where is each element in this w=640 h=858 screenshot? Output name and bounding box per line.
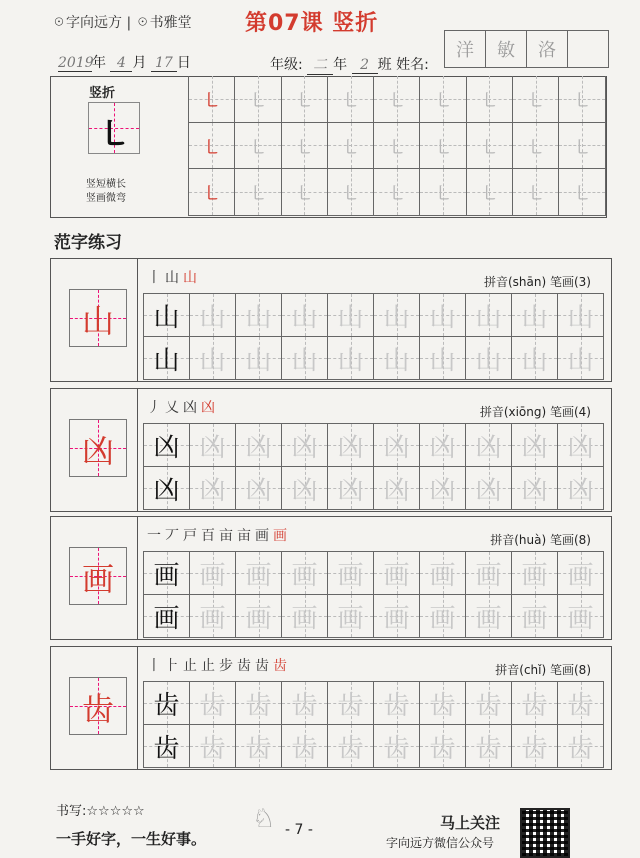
stroke-order-step: 百 [201, 528, 219, 544]
character-block [50, 388, 612, 512]
practice-cell [558, 424, 604, 467]
practice-glyph: 齿 [521, 733, 548, 764]
practice-glyph: 画 [429, 603, 456, 634]
practice-cell [512, 294, 558, 337]
class-name-label: 班 姓名: [377, 57, 429, 73]
practice-glyph: 凶 [337, 432, 364, 463]
stroke-practice-cell [467, 169, 513, 216]
practice-cell [374, 424, 420, 467]
practice-cell [420, 424, 466, 467]
character-practice-grid [143, 681, 604, 768]
stroke-practice-glyph: ㇄ [201, 88, 222, 113]
practice-cell [282, 682, 328, 725]
stroke-order-step: 凶 [201, 400, 219, 416]
practice-cell [466, 682, 512, 725]
practice-glyph: 画 [567, 603, 594, 634]
date-line [58, 52, 191, 72]
practice-glyph: 画 [521, 603, 548, 634]
stroke-tips [62, 178, 150, 206]
stroke-practice-cell [189, 76, 235, 123]
model-character-box [69, 547, 127, 605]
practice-glyph: 凶 [199, 432, 226, 463]
practice-glyph: 山 [337, 345, 364, 376]
stroke-practice-glyph: ㇄ [340, 134, 361, 159]
stroke-practice-cell [420, 76, 466, 123]
stroke-order-step: 画 [255, 528, 273, 544]
practice-cell [190, 467, 236, 510]
practice-cell [282, 294, 328, 337]
model-character: 凶 [81, 432, 114, 470]
stroke-practice-glyph: ㇄ [340, 181, 361, 206]
practice-cell [144, 595, 190, 638]
practice-glyph: 山 [567, 302, 594, 333]
practice-cell [328, 337, 374, 380]
practice-cell [190, 424, 236, 467]
practice-glyph: 画 [383, 603, 410, 634]
practice-cell [512, 595, 558, 638]
date-month: 4 [110, 55, 132, 72]
practice-cell [236, 552, 282, 595]
stroke-order-step: 丆 [165, 528, 183, 544]
practice-glyph: 齿 [153, 733, 180, 764]
name-boxes [445, 30, 609, 68]
practice-cell [558, 467, 604, 510]
stroke-practice-glyph: ㇄ [525, 134, 546, 159]
stroke-order-step: 一 [147, 528, 165, 544]
stroke-order-step: 凶 [183, 400, 201, 416]
grade-value: 二 [307, 54, 333, 75]
grade-label: 年级: [270, 57, 303, 73]
practice-glyph: 画 [291, 603, 318, 634]
practice-glyph: 画 [521, 560, 548, 591]
practice-cell [282, 467, 328, 510]
practice-cell [558, 294, 604, 337]
practice-glyph: 凶 [429, 475, 456, 506]
practice-cell [420, 552, 466, 595]
stroke-practice-grid [188, 76, 606, 216]
character-block [50, 646, 612, 770]
grade-unit: 年 [333, 57, 348, 73]
practice-glyph: 画 [199, 560, 226, 591]
practice-cell [466, 424, 512, 467]
practice-cell [236, 337, 282, 380]
stroke-order-step: 止 [201, 658, 219, 674]
stroke-practice-cell [513, 76, 559, 123]
stroke-practice-glyph: ㇄ [572, 88, 593, 113]
practice-glyph: 齿 [291, 733, 318, 764]
practice-cell [190, 682, 236, 725]
practice-glyph: 齿 [383, 690, 410, 721]
practice-cell [466, 337, 512, 380]
stroke-order [147, 655, 291, 675]
stroke-practice-glyph: ㇄ [340, 88, 361, 113]
stroke-practice-glyph: ㇄ [247, 181, 268, 206]
stroke-practice-glyph: ㇄ [247, 134, 268, 159]
stroke-order-step: 止 [183, 658, 201, 674]
practice-cell [282, 552, 328, 595]
practice-cell [236, 595, 282, 638]
practice-glyph: 山 [153, 302, 180, 333]
name-char-3: 洛 [526, 30, 568, 68]
class-value: 2 [352, 57, 378, 74]
practice-glyph: 齿 [429, 733, 456, 764]
stroke-practice-cell [282, 76, 328, 123]
practice-glyph: 画 [475, 560, 502, 591]
practice-glyph: 山 [337, 302, 364, 333]
stroke-model-box [88, 102, 140, 154]
pinyin-stroke-count: 拼音(xiōng) 笔画(4) [479, 405, 591, 419]
practice-cell [558, 552, 604, 595]
name-char-1: 洋 [444, 30, 486, 68]
stroke-order-step: 丨 [147, 658, 165, 674]
practice-cell [420, 725, 466, 768]
stroke-order [147, 525, 291, 545]
practice-glyph: 画 [383, 560, 410, 591]
practice-cell [190, 725, 236, 768]
stroke-order-step: 齿 [273, 658, 291, 674]
practice-glyph: 山 [521, 345, 548, 376]
practice-cell [190, 595, 236, 638]
practice-glyph: 齿 [383, 733, 410, 764]
practice-cell [282, 424, 328, 467]
practice-cell [328, 595, 374, 638]
name-char-2: 敏 [485, 30, 527, 68]
lesson-title: 第07课 竖折 [245, 11, 379, 36]
practice-cell [282, 725, 328, 768]
practice-cell [512, 424, 558, 467]
practice-cell [190, 294, 236, 337]
practice-glyph: 山 [429, 302, 456, 333]
motto: 一手好字，一生好事。 [56, 830, 207, 848]
stroke-practice-cell [559, 169, 605, 216]
stroke-practice-glyph: ㇄ [294, 134, 315, 159]
stroke-order-step: 山 [183, 270, 201, 286]
stroke-practice-cell [235, 76, 281, 123]
practice-cell [420, 467, 466, 510]
practice-glyph: 画 [429, 560, 456, 591]
practice-glyph: 齿 [199, 690, 226, 721]
stroke-practice-glyph: ㇄ [525, 88, 546, 113]
stroke-order [147, 397, 219, 417]
practice-glyph: 画 [199, 603, 226, 634]
practice-cell [558, 725, 604, 768]
model-character: 画 [81, 560, 114, 598]
practice-glyph: 山 [199, 345, 226, 376]
stroke-practice-cell [189, 169, 235, 216]
character-practice-grid [143, 551, 604, 638]
practice-glyph: 山 [291, 302, 318, 333]
practice-cell [282, 337, 328, 380]
practice-cell [420, 294, 466, 337]
pinyin-stroke-count: 拼音(huà) 笔画(8) [490, 533, 591, 547]
practice-glyph: 齿 [245, 733, 272, 764]
practice-cell [374, 467, 420, 510]
practice-cell [236, 294, 282, 337]
practice-cell [190, 552, 236, 595]
stroke-practice-cell [282, 169, 328, 216]
character-practice-grid [143, 293, 604, 380]
practice-glyph: 画 [567, 560, 594, 591]
practice-glyph: 齿 [199, 733, 226, 764]
practice-glyph: 山 [475, 345, 502, 376]
practice-cell [512, 337, 558, 380]
year-label: 年 [92, 55, 106, 71]
stroke-practice-cell [235, 123, 281, 170]
date-year: 2019 [58, 55, 94, 71]
stroke-practice-cell [189, 123, 235, 170]
practice-glyph: 山 [567, 345, 594, 376]
stroke-practice-cell [328, 123, 374, 170]
stroke-order-step: 山 [165, 270, 183, 286]
stroke-label: 竖折 [88, 86, 115, 101]
stroke-practice-cell [374, 123, 420, 170]
stroke-practice-glyph: ㇄ [479, 134, 500, 159]
stroke-practice-glyph: ㇄ [433, 181, 454, 206]
model-character-box [69, 677, 127, 735]
practice-glyph: 山 [291, 345, 318, 376]
practice-cell [144, 682, 190, 725]
practice-glyph: 齿 [291, 690, 318, 721]
stroke-practice-glyph: ㇄ [572, 134, 593, 159]
practice-glyph: 凶 [383, 475, 410, 506]
practice-glyph: 画 [291, 560, 318, 591]
stroke-practice-glyph: ㇄ [247, 88, 268, 113]
follow-subtext: 字向远方微信公众号 [386, 836, 495, 850]
stroke-model-glyph: ㇄ [97, 115, 131, 155]
practice-glyph: 山 [383, 345, 410, 376]
practice-cell [236, 424, 282, 467]
practice-glyph: 凶 [291, 475, 318, 506]
character-block [50, 516, 612, 640]
practice-glyph: 凶 [567, 475, 594, 506]
practice-glyph: 齿 [337, 733, 364, 764]
page-number: - 7 - [285, 822, 313, 838]
practice-glyph: 凶 [521, 475, 548, 506]
stroke-practice-cell [513, 123, 559, 170]
practice-cell [236, 725, 282, 768]
grade-class-line [270, 54, 429, 75]
practice-glyph: 凶 [521, 432, 548, 463]
month-label: 月 [132, 55, 147, 71]
day-label: 日 [176, 55, 191, 71]
practice-cell [466, 725, 512, 768]
practice-glyph: 凶 [337, 475, 364, 506]
practice-cell [144, 424, 190, 467]
practice-glyph: 凶 [245, 432, 272, 463]
practice-glyph: 山 [199, 302, 226, 333]
practice-cell [420, 337, 466, 380]
practice-cell [466, 467, 512, 510]
practice-cell [144, 467, 190, 510]
practice-glyph: 画 [245, 560, 272, 591]
practice-cell [374, 294, 420, 337]
practice-cell [466, 294, 512, 337]
stroke-order-step: 乂 [165, 400, 183, 416]
stroke-tip-1: 竖短横长 [86, 179, 126, 190]
pinyin-stroke-count: 拼音(chǐ) 笔画(8) [495, 663, 591, 677]
practice-glyph: 齿 [567, 690, 594, 721]
practice-cell [328, 725, 374, 768]
practice-cell [144, 294, 190, 337]
practice-cell [328, 682, 374, 725]
practice-cell [374, 725, 420, 768]
practice-glyph: 凶 [199, 475, 226, 506]
stroke-practice-cell [467, 76, 513, 123]
practice-cell [558, 595, 604, 638]
practice-glyph: 画 [337, 603, 364, 634]
practice-glyph: 山 [383, 302, 410, 333]
practice-title: 范字练习 [54, 233, 122, 253]
character-practice-grid [143, 423, 604, 510]
practice-glyph: 齿 [567, 733, 594, 764]
practice-cell [558, 337, 604, 380]
stroke-tip-2: 竖画微弯 [86, 193, 126, 204]
stroke-order-step: 画 [273, 528, 291, 544]
practice-cell [558, 682, 604, 725]
practice-glyph: 画 [337, 560, 364, 591]
practice-cell [144, 725, 190, 768]
stroke-practice-glyph: ㇄ [479, 88, 500, 113]
practice-glyph: 齿 [475, 690, 502, 721]
stroke-practice-glyph: ㇄ [386, 134, 407, 159]
practice-glyph: 凶 [429, 432, 456, 463]
practice-cell [374, 552, 420, 595]
practice-cell [512, 467, 558, 510]
stroke-practice-cell [559, 76, 605, 123]
stroke-practice-cell [328, 169, 374, 216]
practice-cell [420, 595, 466, 638]
practice-cell [328, 552, 374, 595]
stroke-practice-glyph: ㇄ [294, 181, 315, 206]
practice-glyph: 凶 [475, 475, 502, 506]
practice-cell [236, 682, 282, 725]
stroke-practice-glyph: ㇄ [572, 181, 593, 206]
practice-cell [512, 725, 558, 768]
practice-cell [328, 467, 374, 510]
qr-code-icon [520, 808, 570, 858]
practice-cell [144, 337, 190, 380]
practice-glyph: 凶 [567, 432, 594, 463]
stroke-order-step: ⺊ [165, 658, 183, 674]
practice-glyph: 山 [475, 302, 502, 333]
practice-glyph: 山 [521, 302, 548, 333]
stroke-practice-glyph: ㇄ [201, 134, 222, 159]
practice-cell [144, 552, 190, 595]
practice-cell [374, 682, 420, 725]
stroke-practice-cell [420, 169, 466, 216]
stroke-order-step: 丨 [147, 270, 165, 286]
practice-glyph: 齿 [475, 733, 502, 764]
practice-glyph: 凶 [153, 475, 180, 506]
name-char-4 [567, 30, 609, 68]
practice-glyph: 画 [475, 603, 502, 634]
stroke-order-step: 亩 [219, 528, 237, 544]
stroke-practice-cell [467, 123, 513, 170]
stroke-practice-glyph: ㇄ [386, 88, 407, 113]
follow-text: 马上关注 [440, 814, 501, 832]
rating-stars: 书写:☆☆☆☆☆ [56, 804, 145, 819]
stroke-practice-glyph: ㇄ [386, 181, 407, 206]
practice-cell [328, 294, 374, 337]
practice-cell [328, 424, 374, 467]
practice-cell [512, 682, 558, 725]
practice-glyph: 山 [153, 345, 180, 376]
model-character: 齿 [81, 690, 114, 728]
stroke-practice-cell [235, 169, 281, 216]
practice-cell [466, 552, 512, 595]
model-character-box [69, 289, 127, 347]
practice-glyph: 凶 [153, 432, 180, 463]
practice-cell [374, 595, 420, 638]
practice-glyph: 凶 [475, 432, 502, 463]
stroke-order-step: 亩 [237, 528, 255, 544]
stroke-practice-glyph: ㇄ [201, 181, 222, 206]
stroke-practice-glyph: ㇄ [479, 181, 500, 206]
practice-glyph: 画 [153, 560, 180, 591]
stroke-practice-glyph: ㇄ [294, 88, 315, 113]
stroke-practice-cell [420, 123, 466, 170]
stroke-order-step: 齿 [237, 658, 255, 674]
practice-glyph: 画 [245, 603, 272, 634]
model-character: 山 [81, 302, 114, 340]
practice-cell [282, 595, 328, 638]
stroke-practice-cell [374, 169, 420, 216]
brand-logo: ☉字向远方 | ☉书雅堂 [52, 15, 192, 31]
stroke-practice-glyph: ㇄ [525, 181, 546, 206]
stroke-order-step: 戸 [183, 528, 201, 544]
practice-glyph: 山 [245, 302, 272, 333]
character-block [50, 258, 612, 382]
practice-cell [190, 337, 236, 380]
stroke-order-step: 步 [219, 658, 237, 674]
practice-glyph: 齿 [245, 690, 272, 721]
practice-glyph: 山 [429, 345, 456, 376]
model-character-box [69, 419, 127, 477]
practice-glyph: 齿 [337, 690, 364, 721]
practice-glyph: 齿 [521, 690, 548, 721]
stroke-practice-cell [328, 76, 374, 123]
practice-cell [420, 682, 466, 725]
practice-cell [466, 595, 512, 638]
stroke-practice-glyph: ㇄ [433, 88, 454, 113]
practice-glyph: 画 [153, 603, 180, 634]
practice-glyph: 山 [245, 345, 272, 376]
rabbit-icon: ♘ [252, 804, 276, 834]
practice-glyph: 凶 [291, 432, 318, 463]
stroke-practice-cell [559, 123, 605, 170]
practice-cell [236, 467, 282, 510]
practice-glyph: 齿 [153, 690, 180, 721]
stroke-practice-cell [513, 169, 559, 216]
practice-cell [374, 337, 420, 380]
stroke-practice-cell [282, 123, 328, 170]
stroke-order [147, 267, 201, 287]
stroke-practice-cell [374, 76, 420, 123]
stroke-practice-glyph: ㇄ [433, 134, 454, 159]
pinyin-stroke-count: 拼音(shān) 笔画(3) [484, 275, 591, 289]
date-day: 17 [151, 55, 177, 72]
stroke-order-step: 齿 [255, 658, 273, 674]
practice-cell [512, 552, 558, 595]
practice-glyph: 凶 [245, 475, 272, 506]
practice-glyph: 凶 [383, 432, 410, 463]
stroke-order-step: 丿 [147, 400, 165, 416]
practice-glyph: 齿 [429, 690, 456, 721]
